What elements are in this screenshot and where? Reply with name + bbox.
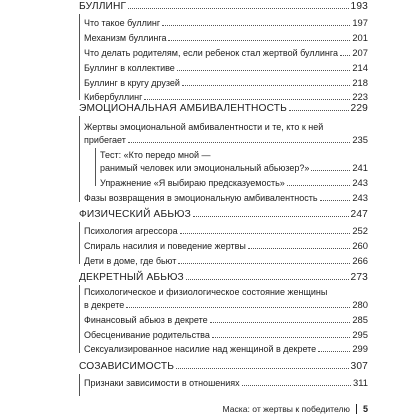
section-bracket-line	[79, 374, 80, 396]
toc-item[interactable]	[84, 226, 368, 236]
toc-subitem[interactable]	[100, 178, 368, 188]
item-page: 243	[352, 177, 368, 188]
dot-leader	[311, 169, 350, 171]
book-title: Маска: от жертвы к победителю	[222, 404, 350, 414]
section-title: ЭМОЦИОНАЛЬНАЯ АМБИВАЛЕНТНОСТЬ	[79, 103, 287, 114]
dot-leader	[168, 39, 350, 41]
item-title: Фазы возвращения в эмоциональную амбивалентность	[84, 193, 318, 203]
dot-leader	[340, 54, 350, 56]
section-bracket-line	[79, 116, 80, 202]
item-page: 280	[352, 299, 368, 310]
toc-item-line1: Психологическое и физиологическое состояние женщины	[84, 287, 328, 297]
item-page: 311	[353, 377, 368, 388]
item-page: 252	[352, 225, 368, 236]
item-page: 241	[352, 162, 368, 173]
toc-item[interactable]	[84, 63, 368, 73]
section-title: ФИЗИЧЕСКИЙ АБЬЮЗ	[79, 209, 191, 220]
toc-section-codependency[interactable]	[79, 362, 368, 372]
dot-leader	[289, 109, 349, 111]
item-page: 243	[352, 192, 368, 203]
item-page: 223	[352, 91, 368, 102]
item-page: 207	[352, 47, 368, 58]
section-page: 193	[350, 1, 368, 12]
item-page: 214	[352, 62, 368, 73]
footer-separator	[356, 404, 357, 414]
item-title: Механизм буллинга	[84, 33, 167, 43]
item-page: 266	[352, 255, 368, 266]
toc-section-maternity-abuse[interactable]	[79, 273, 368, 283]
section-bracket-line	[79, 285, 80, 353]
dot-leader	[242, 384, 351, 386]
item-page: 299	[352, 343, 368, 354]
toc-subitem-line1: Тест: «Кто передо мной —	[100, 150, 211, 160]
item-title: Финансовый абьюз в декрете	[84, 315, 208, 325]
page-number: 5	[362, 404, 368, 414]
item-page: 235	[352, 134, 368, 145]
section-bracket-line	[79, 222, 80, 264]
dot-leader	[248, 247, 350, 249]
item-title: ранимый человек или эмоциональный абьюзер?»	[100, 163, 310, 173]
item-title: Признаки зависимости в отношениях	[84, 378, 240, 388]
dot-leader	[144, 98, 350, 100]
dot-leader	[182, 84, 350, 86]
toc-subitem[interactable]	[100, 163, 368, 173]
toc-item[interactable]	[84, 135, 368, 145]
toc-section-bulling[interactable]	[79, 2, 368, 12]
toc-item[interactable]	[84, 241, 368, 251]
toc-item[interactable]	[84, 78, 368, 88]
item-title: Кибербуллинг	[84, 92, 143, 102]
section-title: БУЛЛИНГ	[79, 1, 127, 12]
item-page: 285	[352, 314, 368, 325]
toc-item[interactable]	[84, 256, 368, 266]
toc-item[interactable]	[84, 33, 368, 43]
section-page: 247	[350, 209, 368, 220]
dot-leader	[210, 321, 351, 323]
dot-leader	[318, 350, 350, 352]
toc-item[interactable]	[84, 18, 368, 28]
item-page: 295	[352, 329, 368, 340]
dot-leader	[320, 199, 351, 201]
toc-item[interactable]	[84, 378, 368, 388]
dot-leader	[177, 69, 351, 71]
toc-item[interactable]	[84, 300, 368, 310]
toc-section-emotional-ambivalence[interactable]	[79, 104, 368, 114]
dot-leader	[193, 215, 349, 217]
dot-leader	[186, 278, 349, 280]
item-title: прибегает	[84, 135, 126, 145]
section-page: 273	[350, 272, 368, 283]
toc-item[interactable]	[84, 193, 368, 203]
toc-item[interactable]	[84, 315, 368, 325]
section-page: 229	[350, 103, 368, 114]
toc-item[interactable]	[84, 344, 368, 354]
item-page: 197	[352, 17, 368, 28]
toc-item-line1: Жертвы эмоциональной амбивалентности и те, кто к ней	[84, 122, 324, 132]
item-title: Буллинг в кругу друзей	[84, 78, 180, 88]
dot-leader	[128, 7, 348, 9]
dot-leader	[212, 336, 350, 338]
dot-leader	[178, 262, 350, 264]
item-title: Психология агрессора	[84, 226, 178, 236]
dot-leader	[176, 367, 348, 369]
item-page: 260	[352, 240, 368, 251]
dot-leader	[162, 24, 350, 26]
dot-leader	[287, 184, 351, 186]
section-bracket-line	[79, 14, 80, 100]
toc-section-physical-abuse[interactable]	[79, 210, 368, 220]
item-title: Спираль насилия и поведение жертвы	[84, 241, 246, 251]
section-title: СОЗАВИСИМОСТЬ	[79, 361, 175, 372]
dot-leader	[128, 141, 350, 143]
subsection-bracket-line	[95, 148, 96, 186]
toc-item[interactable]	[84, 48, 368, 58]
item-title: Сексуализированное насилие над женщиной в декрете	[84, 344, 317, 354]
item-title: Что делать родителям, если ребенок стал жертвой буллинга	[84, 48, 338, 58]
item-title: в декрете	[84, 300, 125, 310]
item-title: Что такое буллинг	[84, 18, 161, 28]
item-title: Дети в доме, где бьют	[84, 256, 177, 266]
toc-item[interactable]	[84, 330, 368, 340]
section-page: 307	[350, 361, 368, 372]
page-footer	[222, 404, 368, 414]
item-title: Обесценивание родительства	[84, 330, 210, 340]
item-title: Буллинг в коллективе	[84, 63, 175, 73]
item-page: 218	[352, 77, 368, 88]
section-title: ДЕКРЕТНЫЙ АБЬЮЗ	[79, 272, 184, 283]
item-page: 201	[352, 32, 368, 43]
toc-item[interactable]	[84, 92, 368, 102]
dot-leader	[180, 232, 351, 234]
dot-leader	[126, 306, 350, 308]
item-title: Упражнение «Я выбираю предсказуемость»	[100, 178, 285, 188]
